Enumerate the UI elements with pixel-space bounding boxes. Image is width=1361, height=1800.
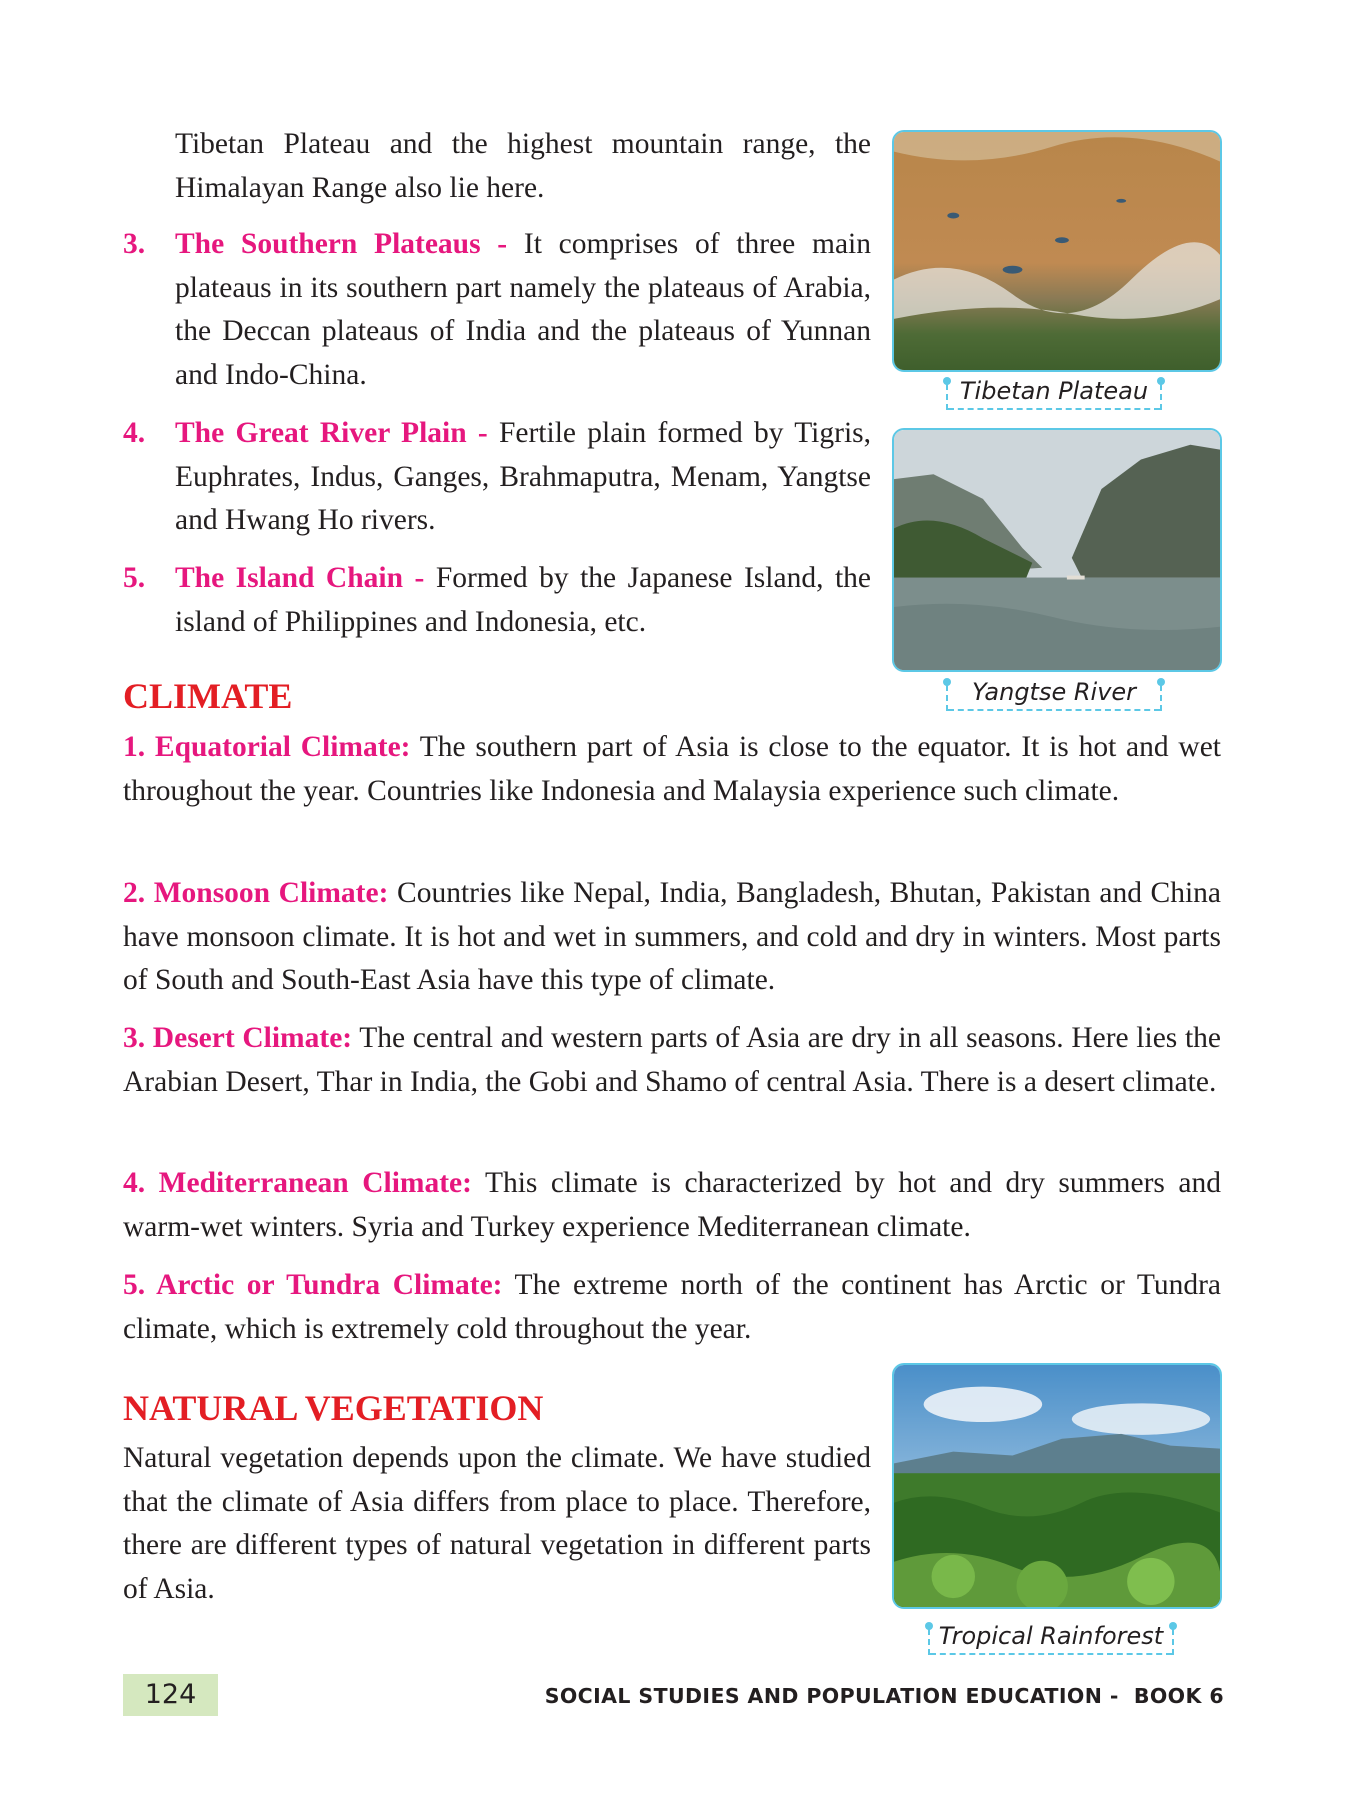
list-item-great-river-plain (123, 412, 871, 543)
climate-heading: CLIMATE (123, 676, 293, 716)
list-number: 5. (123, 562, 146, 594)
climate-item-title: 4. Mediterranean Climate: (123, 1167, 472, 1199)
climate-item-title: 3. Desert Climate: (123, 1022, 353, 1054)
list-item-southern-plateaus (123, 223, 871, 397)
list-item-text: Fertile plain formed by Tigris, Euphrates, Indus, Ganges, Brahmaputra, Menam, Yangtse and Hwang Ho rivers. (175, 417, 871, 536)
caption-marker-right (1172, 1629, 1174, 1655)
intro-paragraph: Tibetan Plateau and the highest mountain range, the Himalayan Range also lie here. (175, 128, 871, 204)
tropical-rainforest-caption (930, 1622, 1172, 1655)
climate-item-title: 1. Equatorial Climate: (123, 731, 411, 763)
tropical-rainforest-photo (892, 1363, 1222, 1609)
list-item-title: The Great River Plain - (175, 417, 488, 449)
list-item-text: Formed by the Japanese Island, the island of Philippines and Indonesia, etc. (175, 562, 871, 638)
vegetation-paragraph: Natural vegetation depends upon the climate. We have studied that the climate of Asia differs from place to place. Therefore, there are different types of natural vegetation in different parts of Asia. (123, 1442, 871, 1605)
climate-item-text: The southern part of Asia is close to the equator. It is hot and wet throughout the year. Countries like Indonesia and Malaysia experience such climate. (123, 731, 1222, 807)
climate-item-text: This climate is characterized by hot and dry summers and warm-wet winters. Syria and Turkey experience Mediterranean climate. (123, 1167, 1222, 1243)
caption-marker-left (946, 685, 948, 711)
tibetan-plateau-caption (948, 377, 1160, 410)
list-item-island-chain (123, 557, 871, 644)
climate-item-text: Countries like Nepal, India, Bangladesh, Bhutan, Pakistan and China have monsoon climate. It is hot and wet in summers, and cold and dry in winters. Most parts of South and South-East Asia have this type of climate. (123, 877, 1221, 996)
list-item-title: The Island Chain - (175, 562, 425, 594)
yangtse-river-photo (892, 428, 1222, 672)
vegetation-heading: NATURAL VEGETATION (123, 1388, 544, 1428)
caption-marker-right (1160, 685, 1162, 711)
tibetan-plateau-photo (892, 130, 1222, 372)
page-number: 124 (123, 1674, 218, 1716)
yangtse-river-caption (948, 678, 1160, 711)
climate-item-monsoon (123, 872, 1221, 1003)
climate-item-equatorial (123, 726, 1221, 813)
list-number: 4. (123, 417, 146, 449)
caption-marker-right (1160, 384, 1162, 410)
caption-text: Tibetan Plateau (959, 377, 1149, 405)
list-number: 3. (123, 228, 146, 260)
caption-marker-left (946, 384, 948, 410)
list-item-text: It comprises of three main plateaus in its southern part namely the plateaus of Arabia, the Deccan plateaus of India and the plateaus of Yunnan and Indo-China. (175, 228, 871, 391)
caption-text: Tropical Rainforest (938, 1622, 1164, 1650)
caption-marker-left (928, 1629, 930, 1655)
climate-item-text: The central and western parts of Asia are dry in all seasons. Here lies the Arabian Desert, Thar in India, the Gobi and Shamo of central Asia. There is a desert climate. (123, 1022, 1221, 1098)
climate-item-title: 5. Arctic or Tundra Climate: (123, 1269, 503, 1301)
climate-item-text: The extreme north of the continent has Arctic or Tundra climate, which is extremely cold throughout the year. (123, 1269, 1221, 1345)
climate-item-title: 2. Monsoon Climate: (123, 877, 389, 909)
list-item-title: The Southern Plateaus - (175, 228, 508, 260)
caption-text: Yangtse River (971, 678, 1137, 706)
climate-item-tundra (123, 1264, 1221, 1351)
book-title: SOCIAL STUDIES AND POPULATION EDUCATION - BOOK 6 (544, 1684, 1224, 1708)
climate-item-mediterranean (123, 1162, 1221, 1249)
climate-item-desert (123, 1017, 1221, 1104)
